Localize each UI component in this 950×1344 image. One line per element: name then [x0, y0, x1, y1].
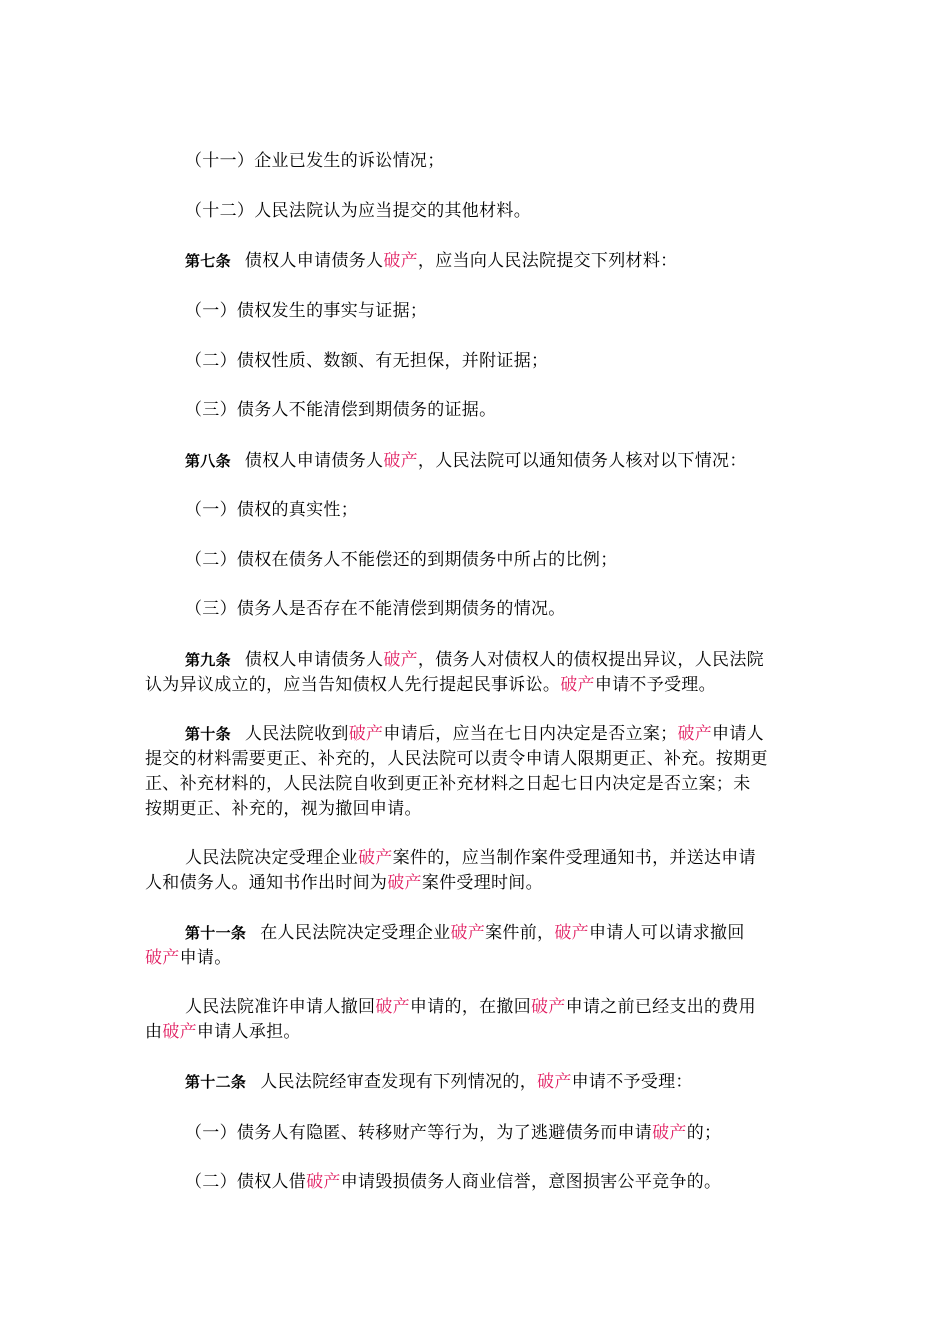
- article-8-heading: 第八条 债权人申请债务人破产，人民法院可以通知债务人核对以下情况：: [185, 451, 747, 471]
- keyword-highlight: 破产: [162, 1022, 197, 1042]
- keyword-highlight: 破产: [383, 650, 418, 670]
- list-item: （二）债权人借破产申请毁损债务人商业信誉，意图损害公平竞争的。: [185, 1172, 722, 1192]
- paragraph-line: 按期更正、补充的，视为撤回申请。: [145, 799, 422, 819]
- keyword-highlight: 破产: [554, 923, 589, 943]
- paragraph-line: 人和债务人。通知书作出时间为破产案件受理时间。: [145, 873, 543, 893]
- keyword-highlight: 破产: [306, 1172, 341, 1192]
- paragraph-line: 正、补充材料的，人民法院自收到更正补充材料之日起七日内决定是否立案；未: [145, 774, 751, 794]
- article-number: 第十一条: [185, 924, 247, 942]
- paragraph-line: 认为异议成立的，应当告知债权人先行提起民事诉讼。破产申请不予受理。: [145, 675, 716, 695]
- list-item: （十二）人民法院认为应当提交的其他材料。: [185, 201, 531, 221]
- keyword-highlight: 破产: [358, 848, 393, 868]
- keyword-highlight: 破产: [375, 997, 410, 1017]
- paragraph-line: 人民法院决定受理企业破产案件的，应当制作案件受理通知书，并送达申请: [185, 848, 756, 868]
- article-9-heading: 第九条 债权人申请债务人破产，债务人对债权人的债权提出异议，人民法院: [185, 650, 764, 670]
- keyword-highlight: 破产: [145, 948, 180, 968]
- article-number: 第十条: [185, 725, 231, 743]
- article-number: 第九条: [185, 651, 231, 669]
- list-item: （三）债务人是否存在不能清偿到期债务的情况。: [185, 599, 566, 619]
- keyword-highlight: 破产: [348, 724, 384, 744]
- keyword-highlight: 破产: [383, 251, 418, 271]
- list-item: （一）债权发生的事实与证据；: [185, 301, 428, 321]
- keyword-highlight: 破产: [677, 724, 713, 744]
- article-number: 第八条: [185, 452, 231, 470]
- article-7-heading: 第七条 债权人申请债务人破产，应当向人民法院提交下列材料：: [185, 251, 678, 271]
- article-11-heading: 第十一条 在人民法院决定受理企业破产案件前，破产申请人可以请求撤回: [185, 923, 745, 943]
- paragraph-line: 提交的材料需要更正、补充的，人民法院可以责令申请人限期更正、补充。按期更: [145, 749, 768, 769]
- list-item: （一）债务人有隐匿、转移财产等行为，为了逃避债务而申请破产的；: [185, 1123, 722, 1143]
- keyword-highlight: 破产: [652, 1123, 687, 1143]
- paragraph-line: 破产申请。: [145, 948, 232, 968]
- article-number: 第七条: [185, 252, 231, 270]
- paragraph-line: 由破产申请人承担。: [145, 1022, 301, 1042]
- list-item: （十一）企业已发生的诉讼情况；: [185, 151, 445, 171]
- list-item: （三）债务人不能清偿到期债务的证据。: [185, 400, 497, 420]
- keyword-highlight: 破产: [531, 997, 566, 1017]
- article-10-heading: 第十条 人民法院收到破产申请后，应当在七日内决定是否立案；破产申请人: [185, 724, 764, 744]
- keyword-highlight: 破产: [450, 923, 486, 943]
- keyword-highlight: 破产: [383, 451, 418, 471]
- paragraph-line: 人民法院准许申请人撤回破产申请的，在撤回破产申请之前已经支出的费用: [185, 997, 756, 1017]
- list-item: （二）债权性质、数额、有无担保，并附证据；: [185, 351, 549, 371]
- keyword-highlight: 破产: [387, 873, 422, 893]
- article-12-heading: 第十二条 人民法院经审查发现有下列情况的，破产申请不予受理：: [185, 1072, 693, 1092]
- article-number: 第十二条: [185, 1073, 247, 1091]
- list-item: （一）债权的真实性；: [185, 500, 358, 520]
- list-item: （二）债权在债务人不能偿还的到期债务中所占的比例；: [185, 550, 618, 570]
- keyword-highlight: 破产: [560, 675, 595, 695]
- keyword-highlight: 破产: [537, 1072, 572, 1092]
